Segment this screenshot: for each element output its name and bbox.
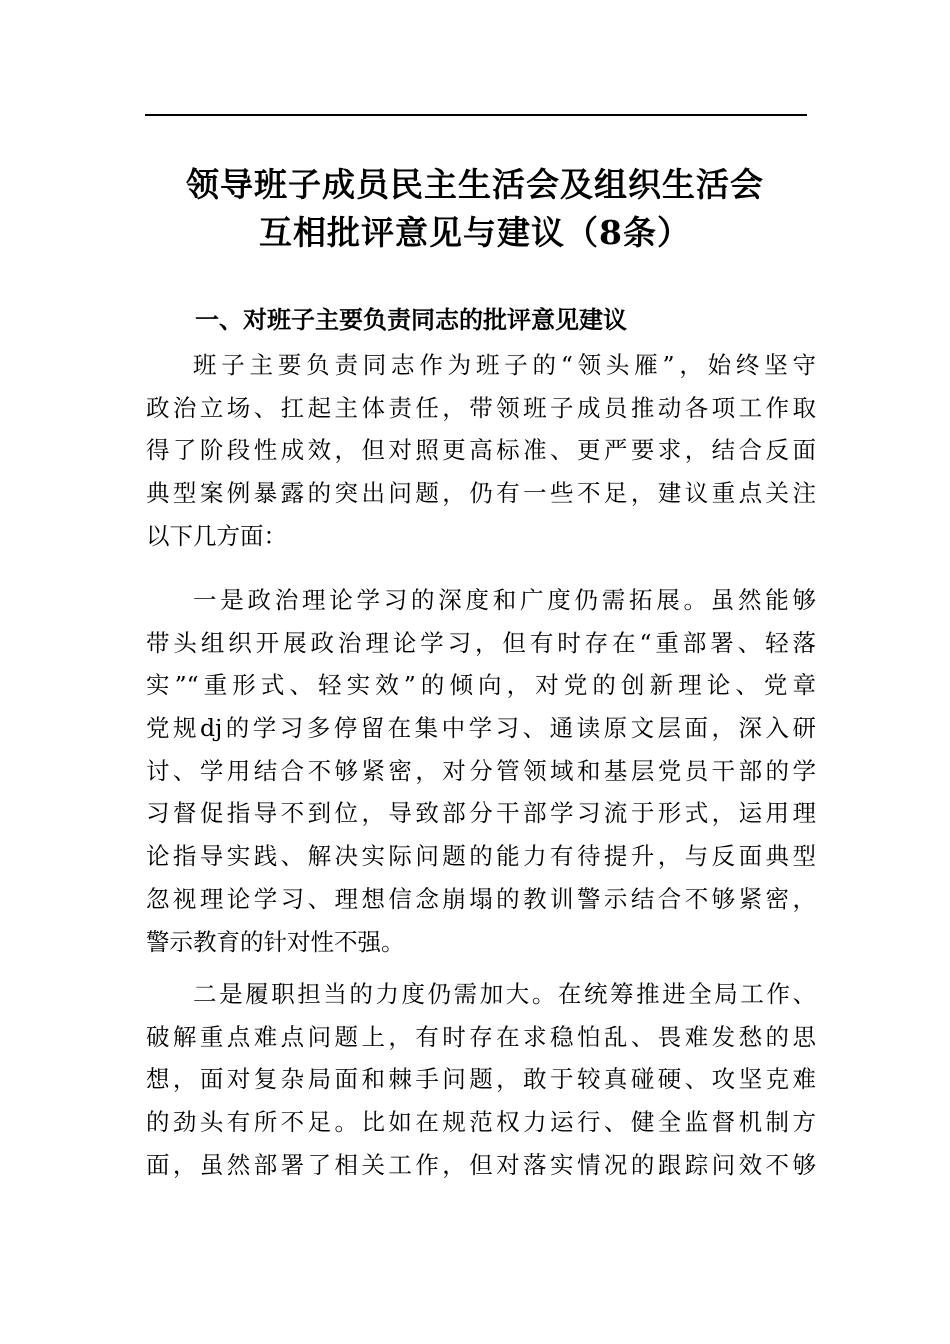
paragraph-line: 警示教育的针对性不强。: [146, 927, 405, 956]
paragraph-line: 班子主要负责同志作为班子的“领头雁”，始终坚守: [193, 351, 816, 379]
paragraph-line: 实”“重形式、轻实效”的倾向，对党的创新理论、党章: [146, 671, 816, 700]
document-title-line-1: 领导班子成员民主生活会及组织生活会: [186, 165, 764, 204]
paragraph-line: 二是履职担当的力度仍需加大。在统筹推进全局工作、: [193, 980, 816, 1008]
paragraph-line: 以下几方面：: [146, 521, 287, 550]
paragraph-point-1: [146, 579, 816, 963]
paragraph-line: 忽视理论学习、理想信念崩塌的教训警示结合不够紧密，: [146, 884, 816, 913]
paragraph-line: 论指导实践、解决实际问题的能力有待提升，与反面典型: [146, 842, 816, 871]
paragraph-line: 破解重点难点问题上，有时存在求稳怕乱、畏难发愁的思: [146, 1022, 816, 1051]
paragraph-line: 带头组织开展政治理论学习，但有时存在“重部署、轻落: [146, 628, 816, 657]
header-rule: [145, 114, 807, 116]
section-heading: 一、对班子主要负责同志的批评意见建议: [195, 306, 627, 334]
paragraph-line: 习督促指导不到位，导致部分干部学习流于形式，运用理: [146, 799, 816, 828]
paragraph-line: 想，面对复杂局面和棘手问题，敢于较真碰硬、攻坚克难: [146, 1065, 816, 1094]
paragraph-line: 党规dj的学习多停留在集中学习、通读原文层面，深入研: [146, 714, 816, 743]
paragraph-point-2: [146, 973, 816, 1186]
paragraph-line: 的劲头有所不足。比如在规范权力运行、健全监督机制方: [146, 1108, 816, 1137]
paragraph-line: 面，虽然部署了相关工作，但对落实情况的跟踪问效不够: [146, 1150, 816, 1179]
paragraph-line: 讨、学用结合不够紧密，对分管领域和基层党员干部的学: [146, 756, 816, 785]
document-title-line-2: 互相批评意见与建议（8条）: [259, 213, 691, 252]
paragraph-line: 一是政治理论学习的深度和广度仍需拓展。虽然能够: [193, 586, 816, 614]
paragraph-line: 政治立场、扛起主体责任，带领班子成员推动各项工作取: [146, 393, 816, 422]
paragraph-line: 得了阶段性成效，但对照更高标准、更严要求，结合反面: [146, 436, 816, 465]
paragraph-intro: [146, 344, 816, 557]
paragraph-line: 典型案例暴露的突出问题，仍有一些不足，建议重点关注: [146, 479, 816, 508]
